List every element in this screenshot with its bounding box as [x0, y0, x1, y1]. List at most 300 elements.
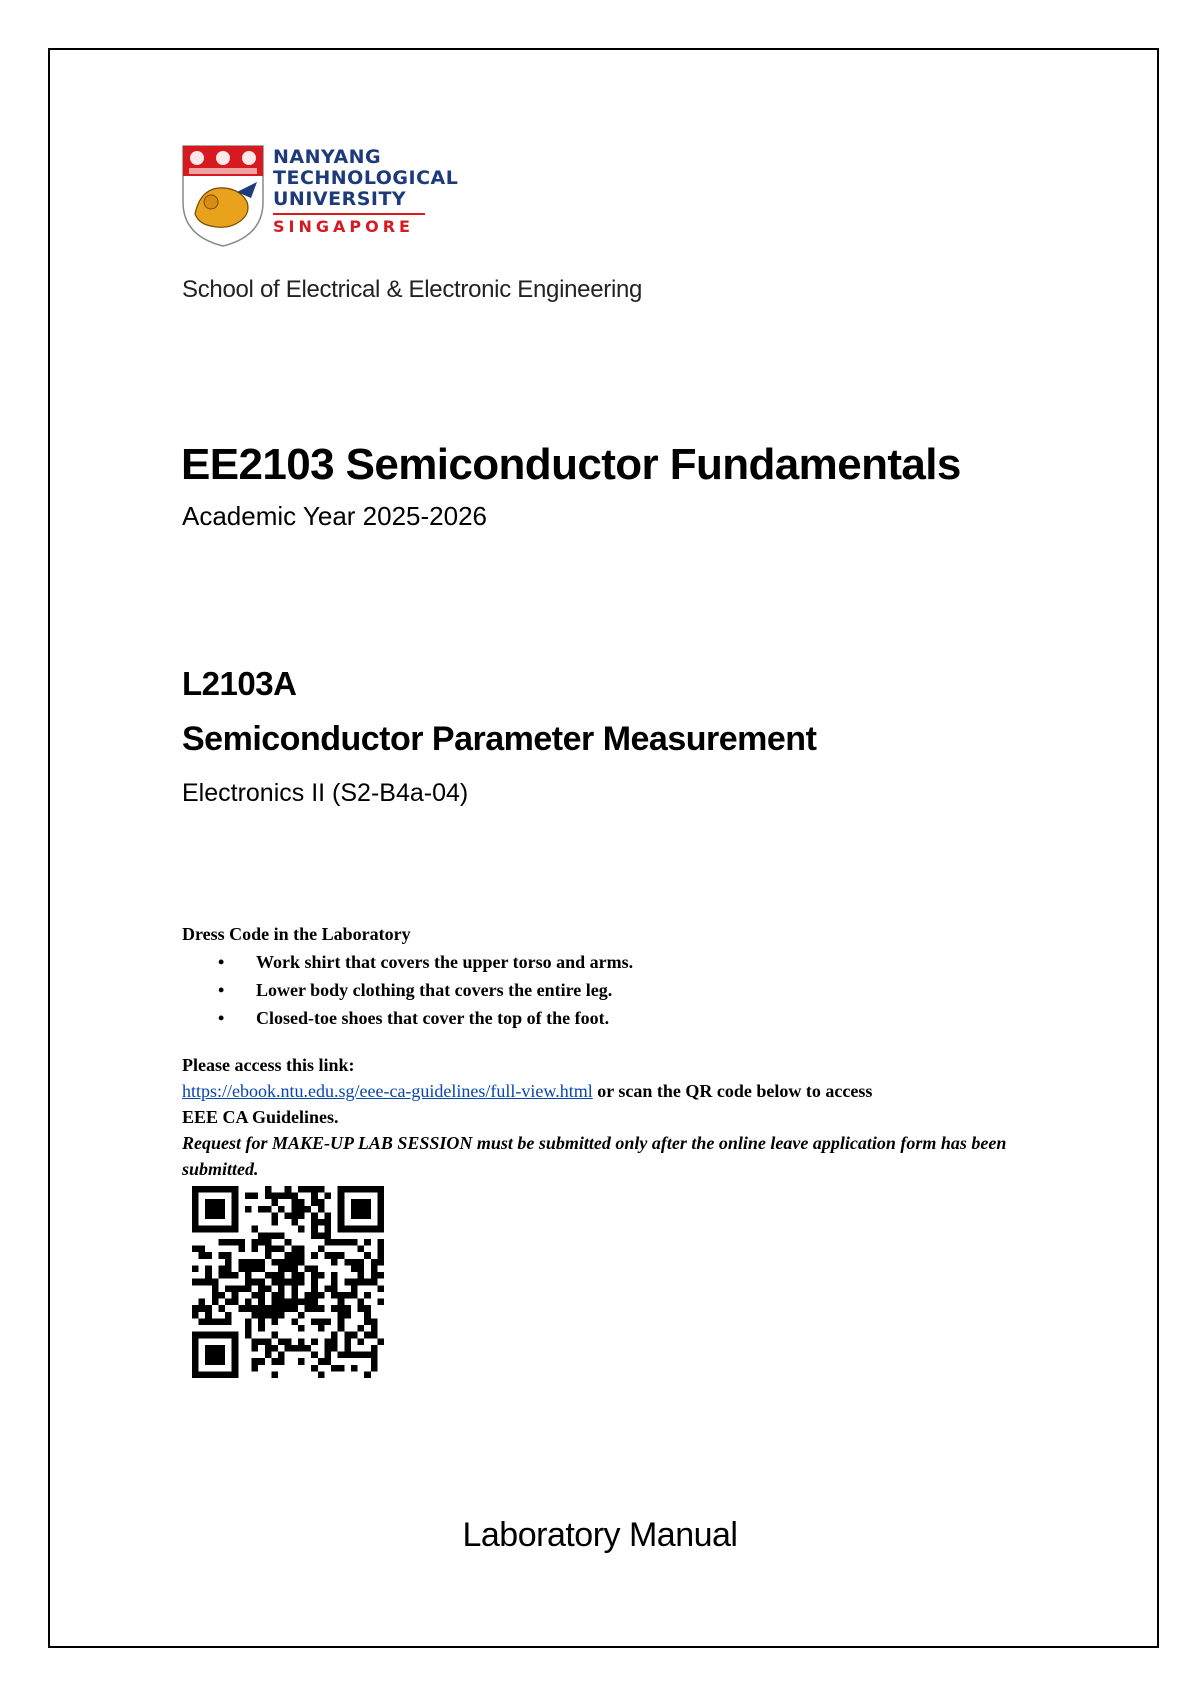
- qr-module: [291, 1199, 298, 1206]
- qr-module: [192, 1246, 199, 1253]
- qr-module: [258, 1239, 265, 1246]
- list-item: • Work shirt that covers the upper torso and arms.: [182, 948, 633, 976]
- qr-module: [351, 1285, 358, 1292]
- qr-module: [311, 1292, 318, 1299]
- bullet-icon: •: [218, 1008, 225, 1028]
- qr-module: [212, 1279, 219, 1286]
- qr-module: [238, 1246, 245, 1253]
- qr-module: [271, 1332, 278, 1339]
- qr-module: [212, 1285, 219, 1292]
- qr-module: [285, 1186, 292, 1193]
- qr-module: [271, 1193, 278, 1200]
- qr-module: [199, 1299, 206, 1306]
- qr-module: [232, 1292, 239, 1299]
- qr-module: [358, 1246, 365, 1253]
- qr-module: [258, 1318, 265, 1325]
- qr-module: [338, 1312, 345, 1319]
- qr-module: [344, 1239, 351, 1246]
- qr-module: [344, 1279, 351, 1286]
- qr-module: [238, 1239, 245, 1246]
- qr-module: [245, 1259, 252, 1266]
- qr-module: [311, 1193, 318, 1200]
- qr-module: [278, 1232, 285, 1239]
- qr-module: [331, 1259, 338, 1266]
- qr-module: [311, 1279, 318, 1286]
- qr-module: [311, 1272, 318, 1279]
- qr-module: [212, 1292, 219, 1299]
- qr-module: [205, 1312, 212, 1319]
- qr-module: [205, 1272, 212, 1279]
- qr-module: [318, 1246, 325, 1253]
- qr-module: [278, 1193, 285, 1200]
- qr-module: [271, 1199, 278, 1206]
- qr-module: [311, 1305, 318, 1312]
- qr-module: [285, 1279, 292, 1286]
- qr-module: [344, 1345, 351, 1352]
- access-section: [182, 1052, 1012, 1182]
- qr-module: [212, 1299, 219, 1306]
- bullet-icon: •: [218, 952, 225, 972]
- qr-module: [338, 1239, 345, 1246]
- qr-module: [311, 1318, 318, 1325]
- qr-module: [245, 1193, 252, 1200]
- qr-module: [338, 1292, 345, 1299]
- qr-module: [285, 1265, 292, 1272]
- qr-module: [344, 1352, 351, 1359]
- qr-module: [371, 1259, 378, 1266]
- qr-module: [265, 1312, 272, 1319]
- qr-module: [305, 1345, 312, 1352]
- qr-module: [199, 1279, 206, 1286]
- qr-module: [252, 1358, 259, 1365]
- qr-module: [338, 1318, 345, 1325]
- qr-module: [311, 1338, 318, 1345]
- qr-module: [298, 1186, 305, 1193]
- qr-module: [199, 1246, 206, 1253]
- qr-module: [318, 1206, 325, 1213]
- qr-module: [305, 1206, 312, 1213]
- qr-code[interactable]: [192, 1186, 384, 1378]
- qr-module: [291, 1345, 298, 1352]
- qr-module: [351, 1199, 371, 1219]
- qr-module: [318, 1199, 325, 1206]
- qr-module: [324, 1226, 331, 1233]
- qr-module: [318, 1186, 325, 1193]
- qr-module: [278, 1265, 285, 1272]
- school-name: School of Electrical & Electronic Engineering: [182, 276, 643, 303]
- qr-module: [344, 1259, 351, 1266]
- qr-module: [358, 1352, 365, 1359]
- qr-module: [291, 1272, 298, 1279]
- qr-module: [252, 1279, 259, 1286]
- qr-module: [298, 1259, 305, 1266]
- qr-module: [245, 1279, 252, 1286]
- qr-module: [305, 1305, 312, 1312]
- qr-module: [258, 1312, 265, 1319]
- qr-module: [291, 1219, 298, 1226]
- qr-module: [318, 1292, 325, 1299]
- qr-module: [265, 1186, 272, 1193]
- qr-module: [371, 1279, 378, 1286]
- qr-module: [285, 1305, 292, 1312]
- qr-module: [245, 1305, 252, 1312]
- qr-module: [278, 1305, 285, 1312]
- qr-module: [331, 1239, 338, 1246]
- qr-module: [271, 1246, 278, 1253]
- qr-module: [271, 1312, 278, 1319]
- qr-module: [371, 1352, 378, 1359]
- qr-module: [291, 1252, 298, 1259]
- qr-module: [192, 1265, 199, 1272]
- qr-module: [285, 1239, 292, 1246]
- qr-module: [265, 1305, 272, 1312]
- qr-module: [351, 1239, 358, 1246]
- qr-module: [298, 1206, 305, 1213]
- qr-module: [318, 1371, 325, 1378]
- qr-module: [252, 1239, 259, 1246]
- qr-module: [285, 1252, 292, 1259]
- qr-module: [278, 1338, 285, 1345]
- experiment-title: Semiconductor Parameter Measurement: [182, 720, 817, 758]
- list-item: • Closed-toe shoes that cover the top of the foot.: [182, 1004, 633, 1032]
- qr-module: [344, 1292, 351, 1299]
- qr-module: [245, 1272, 252, 1279]
- qr-module: [291, 1285, 298, 1292]
- dress-code-title: Dress Code in the Laboratory: [182, 924, 411, 944]
- qr-module: [371, 1265, 378, 1272]
- qr-module: [252, 1345, 259, 1352]
- qr-module: [252, 1365, 259, 1372]
- logo-divider: [273, 213, 425, 215]
- qr-module: [278, 1352, 285, 1359]
- qr-module: [291, 1193, 298, 1200]
- qr-module: [298, 1199, 305, 1206]
- qr-module: [205, 1318, 212, 1325]
- qr-module: [298, 1338, 305, 1345]
- qr-module: [324, 1252, 331, 1259]
- qr-module: [252, 1338, 259, 1345]
- qr-module: [311, 1219, 318, 1226]
- qr-module: [271, 1232, 278, 1239]
- qr-module: [331, 1292, 338, 1299]
- qr-module: [252, 1226, 259, 1233]
- qr-module: [377, 1338, 384, 1345]
- qr-module: [205, 1345, 225, 1365]
- qr-module: [324, 1345, 331, 1352]
- logo-line-1: NANYANG: [273, 146, 382, 168]
- qr-module: [278, 1299, 285, 1306]
- qr-module: [192, 1305, 199, 1312]
- qr-module: [358, 1279, 365, 1286]
- qr-module: [298, 1252, 305, 1259]
- qr-module: [252, 1246, 259, 1253]
- qr-module: [238, 1265, 245, 1272]
- qr-module: [252, 1312, 259, 1319]
- qr-module: [371, 1272, 378, 1279]
- qr-module: [298, 1312, 305, 1319]
- qr-module: [278, 1312, 285, 1319]
- qr-module: [265, 1193, 272, 1200]
- qr-module: [205, 1199, 225, 1219]
- qr-module: [271, 1345, 278, 1352]
- qr-module: [377, 1285, 384, 1292]
- qr-module: [199, 1318, 206, 1325]
- qr-module: [331, 1365, 338, 1372]
- qr-module: [311, 1252, 318, 1259]
- qr-module: [291, 1305, 298, 1312]
- qr-module: [324, 1358, 331, 1365]
- access-after-link: or scan the QR code below to access: [592, 1081, 873, 1101]
- qr-module: [324, 1285, 331, 1292]
- qr-module: [278, 1272, 285, 1279]
- qr-module: [285, 1259, 292, 1266]
- qr-module: [245, 1318, 252, 1325]
- qr-module: [311, 1232, 318, 1239]
- footer-title: Laboratory Manual: [462, 1516, 738, 1554]
- qr-module: [364, 1332, 371, 1339]
- qr-module: [252, 1292, 259, 1299]
- qr-module: [245, 1265, 252, 1272]
- qr-module: [232, 1299, 239, 1306]
- qr-module: [271, 1259, 278, 1266]
- qr-module: [344, 1332, 351, 1339]
- qr-module: [252, 1305, 259, 1312]
- guidelines-link[interactable]: https://ebook.ntu.edu.sg/eee-ca-guidelines/full-view.html: [182, 1081, 593, 1101]
- makeup-notice: Request for MAKE-UP LAB SESSION must be submitted only after the online leave application form has been submitted.: [182, 1133, 1007, 1179]
- qr-module: [318, 1219, 325, 1226]
- qr-module: [192, 1312, 199, 1319]
- qr-module: [278, 1246, 285, 1253]
- qr-module: [324, 1219, 331, 1226]
- qr-module: [265, 1345, 272, 1352]
- qr-module: [285, 1299, 292, 1306]
- qr-module: [364, 1312, 371, 1319]
- qr-module: [377, 1299, 384, 1306]
- qr-module: [252, 1259, 259, 1266]
- qr-module: [265, 1338, 272, 1345]
- qr-module: [318, 1305, 325, 1312]
- qr-module: [192, 1279, 199, 1286]
- qr-module: [278, 1279, 285, 1286]
- qr-module: [265, 1232, 272, 1239]
- qr-module: [331, 1332, 338, 1339]
- qr-module: [245, 1206, 252, 1213]
- qr-module: [324, 1193, 331, 1200]
- qr-module: [258, 1285, 265, 1292]
- qr-module: [331, 1252, 338, 1259]
- qr-module: [305, 1299, 312, 1306]
- qr-module: [371, 1345, 378, 1352]
- qr-module: [338, 1305, 345, 1312]
- qr-module: [298, 1279, 305, 1286]
- qr-module: [218, 1305, 225, 1312]
- qr-module: [311, 1285, 318, 1292]
- dress-code-list: [182, 948, 633, 1032]
- qr-module: [298, 1226, 305, 1233]
- qr-module: [331, 1305, 338, 1312]
- qr-module: [298, 1345, 305, 1352]
- qr-module: [344, 1338, 351, 1345]
- qr-module: [218, 1252, 225, 1259]
- qr-module: [351, 1332, 358, 1339]
- qr-module: [252, 1193, 259, 1200]
- qr-module: [278, 1259, 285, 1266]
- qr-module: [225, 1299, 232, 1306]
- qr-module: [252, 1265, 259, 1272]
- qr-module: [258, 1305, 265, 1312]
- qr-module: [324, 1212, 331, 1219]
- qr-module: [199, 1305, 206, 1312]
- qr-module: [258, 1206, 265, 1213]
- qr-module: [232, 1239, 239, 1246]
- qr-module: [291, 1246, 298, 1253]
- qr-module: [258, 1358, 265, 1365]
- qr-module: [265, 1285, 272, 1292]
- qr-module: [291, 1279, 298, 1286]
- qr-module: [311, 1265, 318, 1272]
- qr-module: [371, 1365, 378, 1372]
- qr-module: [205, 1279, 212, 1286]
- qr-module: [311, 1199, 318, 1206]
- qr-module: [271, 1371, 278, 1378]
- qr-module: [364, 1371, 371, 1378]
- qr-module: [271, 1279, 278, 1286]
- qr-module: [371, 1325, 378, 1332]
- qr-module: [291, 1259, 298, 1266]
- qr-module: [232, 1285, 239, 1292]
- qr-module: [218, 1239, 225, 1246]
- qr-module: [232, 1272, 239, 1279]
- qr-module: [324, 1318, 331, 1325]
- qr-module: [258, 1299, 265, 1306]
- qr-module: [358, 1259, 365, 1266]
- qr-module: [364, 1252, 371, 1259]
- qr-module: [377, 1246, 384, 1253]
- qr-module: [298, 1246, 305, 1253]
- qr-module: [364, 1352, 371, 1359]
- qr-module: [271, 1299, 278, 1306]
- logo-line-4: SINGAPORE: [273, 217, 414, 236]
- qr-module: [225, 1265, 232, 1272]
- qr-module: [351, 1365, 358, 1372]
- qr-module: [291, 1299, 298, 1306]
- qr-module: [364, 1279, 371, 1286]
- qr-module: [324, 1352, 331, 1359]
- qr-module: [285, 1193, 292, 1200]
- access-line-3: EEE CA Guidelines.: [182, 1107, 339, 1127]
- qr-module: [271, 1358, 278, 1365]
- qr-module: [271, 1305, 278, 1312]
- qr-module: [318, 1232, 325, 1239]
- experiment-code: L2103A: [182, 665, 297, 702]
- qr-module: [265, 1352, 272, 1359]
- qr-module: [318, 1318, 325, 1325]
- qr-module: [199, 1252, 206, 1259]
- list-item: • Lower body clothing that covers the entire leg.: [182, 976, 633, 1004]
- qr-module: [358, 1299, 365, 1306]
- qr-module: [318, 1325, 325, 1332]
- bullet-icon: •: [218, 980, 225, 1000]
- qr-module: [258, 1232, 265, 1239]
- qr-module: [324, 1338, 331, 1345]
- qr-module: [271, 1272, 278, 1279]
- qr-module: [298, 1325, 305, 1332]
- qr-module: [377, 1259, 384, 1266]
- qr-module: [258, 1259, 265, 1266]
- qr-module: [338, 1299, 345, 1306]
- qr-module: [331, 1345, 338, 1352]
- qr-module: [324, 1232, 331, 1239]
- qr-module: [305, 1186, 312, 1193]
- qr-module: [305, 1265, 312, 1272]
- qr-module: [377, 1252, 384, 1259]
- qr-module: [245, 1332, 252, 1339]
- qr-module: [218, 1265, 225, 1272]
- qr-module: [331, 1272, 338, 1279]
- qr-module: [238, 1259, 245, 1266]
- qr-module: [285, 1338, 292, 1345]
- qr-module: [278, 1285, 285, 1292]
- qr-module: [364, 1318, 371, 1325]
- qr-module: [265, 1252, 272, 1259]
- logo-line-2: TECHNOLOGICAL: [273, 167, 459, 189]
- qr-module: [358, 1265, 365, 1272]
- qr-module: [371, 1358, 378, 1365]
- qr-module: [364, 1305, 371, 1312]
- qr-module: [258, 1325, 265, 1332]
- qr-module: [358, 1338, 365, 1345]
- qr-module: [225, 1285, 232, 1292]
- qr-module: [338, 1365, 345, 1372]
- qr-module: [225, 1239, 232, 1246]
- qr-module: [358, 1325, 365, 1332]
- qr-module: [351, 1292, 358, 1299]
- qr-module: [331, 1338, 338, 1345]
- qr-module: [271, 1292, 278, 1299]
- qr-module: [291, 1206, 298, 1213]
- qr-module: [245, 1285, 252, 1292]
- qr-module: [225, 1272, 232, 1279]
- qr-module: [344, 1305, 351, 1312]
- qr-module: [331, 1279, 338, 1286]
- qr-module: [218, 1272, 225, 1279]
- qr-module: [265, 1239, 272, 1246]
- qr-module: [311, 1186, 318, 1193]
- qr-module: [265, 1272, 272, 1279]
- qr-module: [271, 1219, 278, 1226]
- dress-code-section: [182, 920, 633, 1032]
- access-link-line: [182, 1078, 1012, 1104]
- qr-module: [238, 1305, 245, 1312]
- ntu-crest-icon: [181, 144, 265, 248]
- qr-module: [212, 1318, 219, 1325]
- qr-module: [371, 1332, 378, 1339]
- access-intro: Please access this link:: [182, 1055, 355, 1075]
- qr-module: [305, 1292, 312, 1299]
- qr-module: [331, 1285, 338, 1292]
- qr-module: [377, 1272, 384, 1279]
- qr-module: [245, 1299, 252, 1306]
- qr-module: [324, 1239, 331, 1246]
- qr-module: [258, 1338, 265, 1345]
- qr-module: [238, 1285, 245, 1292]
- qr-module: [298, 1272, 305, 1279]
- qr-module: [225, 1312, 232, 1319]
- qr-module: [271, 1318, 278, 1325]
- qr-module: [358, 1305, 365, 1312]
- logo-line-3: UNIVERSITY: [273, 188, 407, 210]
- qr-module: [351, 1265, 358, 1272]
